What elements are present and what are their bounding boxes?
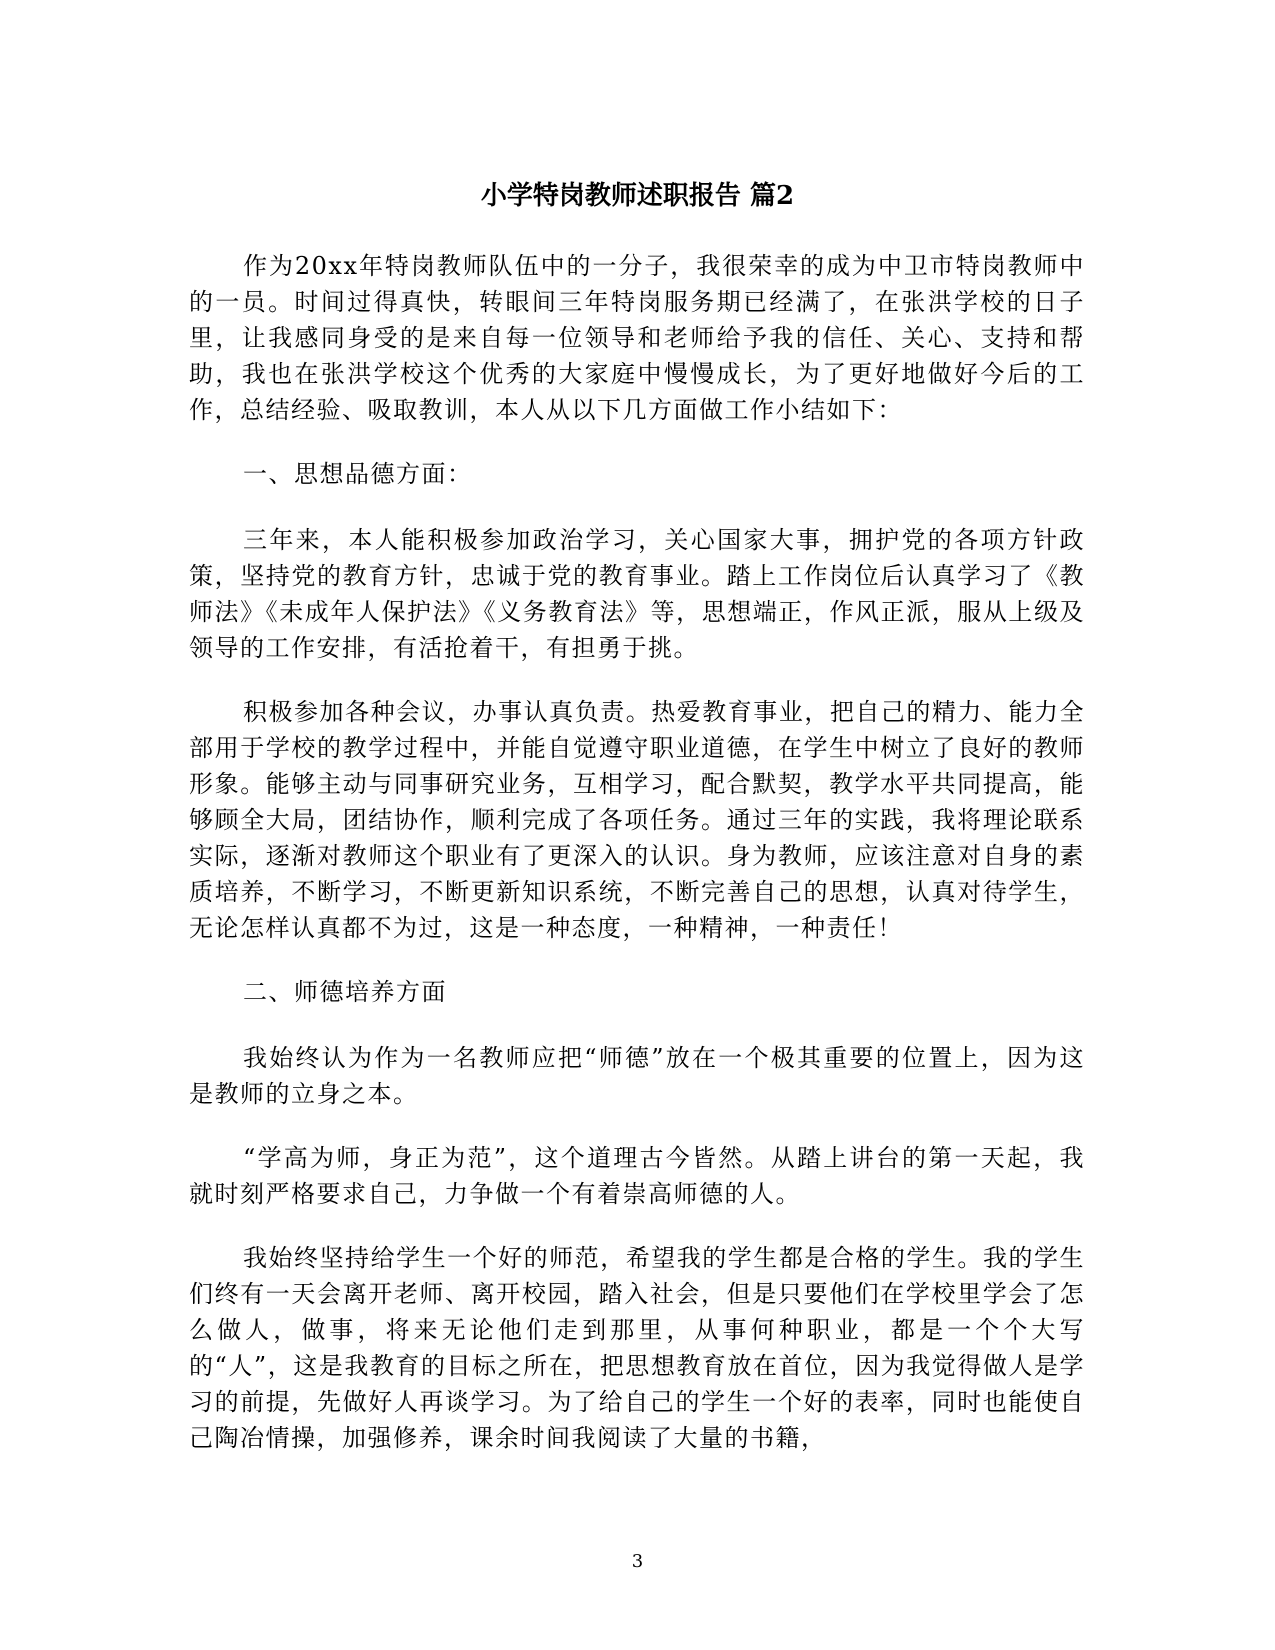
document-body [189, 248, 1085, 1484]
section-heading-ideology: 一、思想品德方面： [243, 460, 473, 488]
page-number: 3 [631, 1551, 644, 1572]
section-heading-ethics: 二、师德培养方面 [243, 978, 447, 1006]
paragraph-ideology: 三年来，本人能积极参加政治学习，关心国家大事，拥护党的各项方针政策，坚持党的教育方针，忠诚于党的教育事业。踏上工作岗位后认真学习了《教师法》《未成年人保护法》《义务教育法》等，思想端正，作风正派，服从上级及领导的工作安排，有活抢着干，有担勇于挑。 [189, 526, 1085, 662]
paragraph-intro: 作为20xx年特岗教师队伍中的一分子，我很荣幸的成为中卫市特岗教师中的一员。时间过得真快，转眼间三年特岗服务期已经满了，在张洪学校的日子里，让我感同身受的是来自每一位领导和老师给予我的信任、关心、支持和帮助，我也在张洪学校这个优秀的大家庭中慢慢成长，为了更好地做好今后的工作，总结经验、吸取教训，本人从以下几方面做工作小结如下： [189, 252, 1085, 424]
paragraph-work-attitude: 积极参加各种会议，办事认真负责。热爱教育事业，把自己的精力、能力全部用于学校的教学过程中，并能自觉遵守职业道德，在学生中树立了良好的教师形象。能够主动与同事研究业务，互相学习，配合默契，教学水平共同提高，能够顾全大局，团结协作，顺利完成了各项任务。通过三年的实践，我将理论联系实际，逐渐对教师这个职业有了更深入的认识。身为教师，应该注意对自身的素质培养，不断学习，不断更新知识系统，不断完善自己的思想，认真对待学生，无论怎样认真都不为过，这是一种态度，一种精神，一种责任！ [189, 698, 1085, 942]
paragraph-ethics-motto: “学高为师，身正为范”，这个道理古今皆然。从踏上讲台的第一天起，我就时刻严格要求自己，力争做一个有着崇高师德的人。 [189, 1144, 1085, 1208]
paragraph-ethics-importance: 我始终认为作为一名教师应把“师德”放在一个极其重要的位置上，因为这是教师的立身之本。 [189, 1044, 1085, 1108]
document-title: 小学特岗教师述职报告 篇2 [480, 181, 795, 211]
paragraph-role-model: 我始终坚持给学生一个好的师范，希望我的学生都是合格的学生。我的学生们终有一天会离开老师、离开校园，踏入社会，但是只要他们在学校里学会了怎么做人，做事，将来无论他们走到那里，从事何种职业，都是一个个大写的“人”，这是我教育的目标之所在，把思想教育放在首位，因为我觉得做人是学习的前提，先做好人再谈学习。为了给自己的学生一个好的表率，同时也能使自己陶冶情操，加强修养，课余时间我阅读了大量的书籍， [189, 1244, 1085, 1452]
